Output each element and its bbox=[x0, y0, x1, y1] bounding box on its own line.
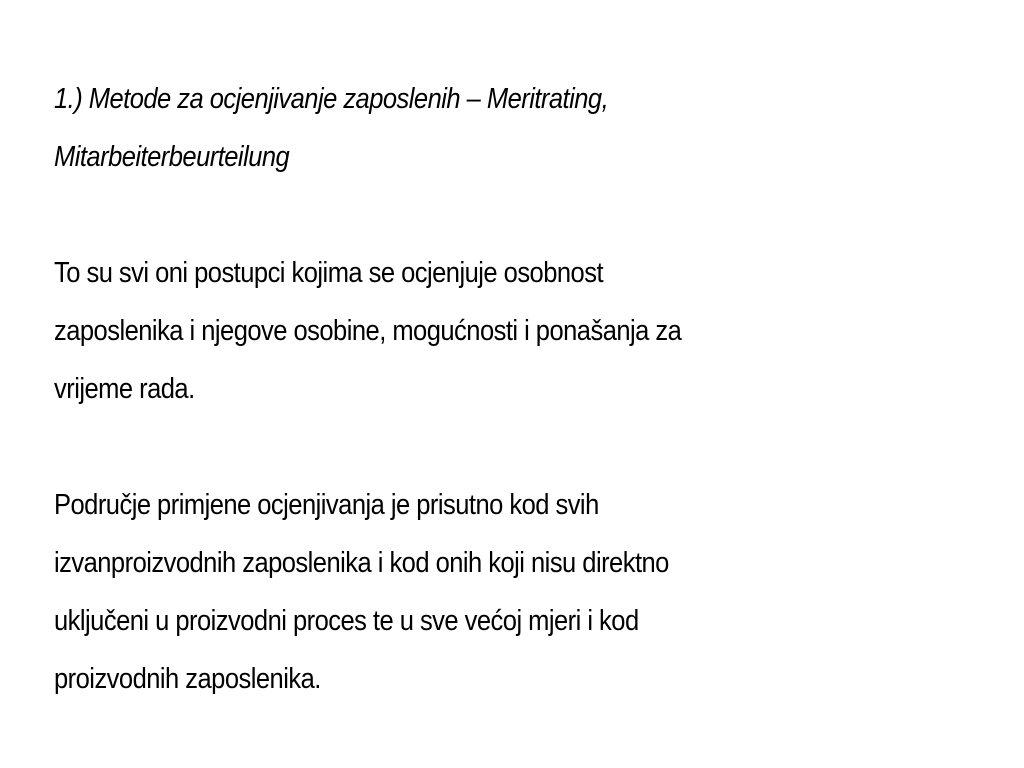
spacer bbox=[54, 186, 846, 244]
paragraph-1-line-2: zaposlenika i njegove osobine, mogućnosti i ponašanja za bbox=[54, 315, 682, 347]
paragraph-2-line-4: proizvodnih zaposlenika. bbox=[54, 663, 321, 695]
paragraph-scope bbox=[54, 476, 846, 708]
heading-line-2: Mitarbeiterbeurteilung bbox=[54, 141, 290, 173]
paragraph-1-line-1: To su svi oni postupci kojima se ocjenjuje osobnost bbox=[54, 257, 604, 289]
heading bbox=[54, 70, 846, 186]
paragraph-2-line-1: Područje primjene ocjenjivanja je prisutno kod svih bbox=[54, 489, 599, 521]
spacer bbox=[54, 418, 846, 476]
paragraph-2-line-2: izvanproizvodnih zaposlenika i kod onih koji nisu direktno bbox=[54, 547, 669, 579]
paragraph-2-line-3: uključeni u proizvodni proces te u sve većoj mjeri i kod bbox=[54, 605, 639, 637]
slide-text-body bbox=[54, 70, 846, 708]
paragraph-1-line-3: vrijeme rada. bbox=[54, 373, 195, 405]
paragraph-definition bbox=[54, 244, 846, 418]
heading-line-1: 1.) Metode za ocjenjivanje zaposlenih – Meritrating, bbox=[54, 83, 609, 115]
